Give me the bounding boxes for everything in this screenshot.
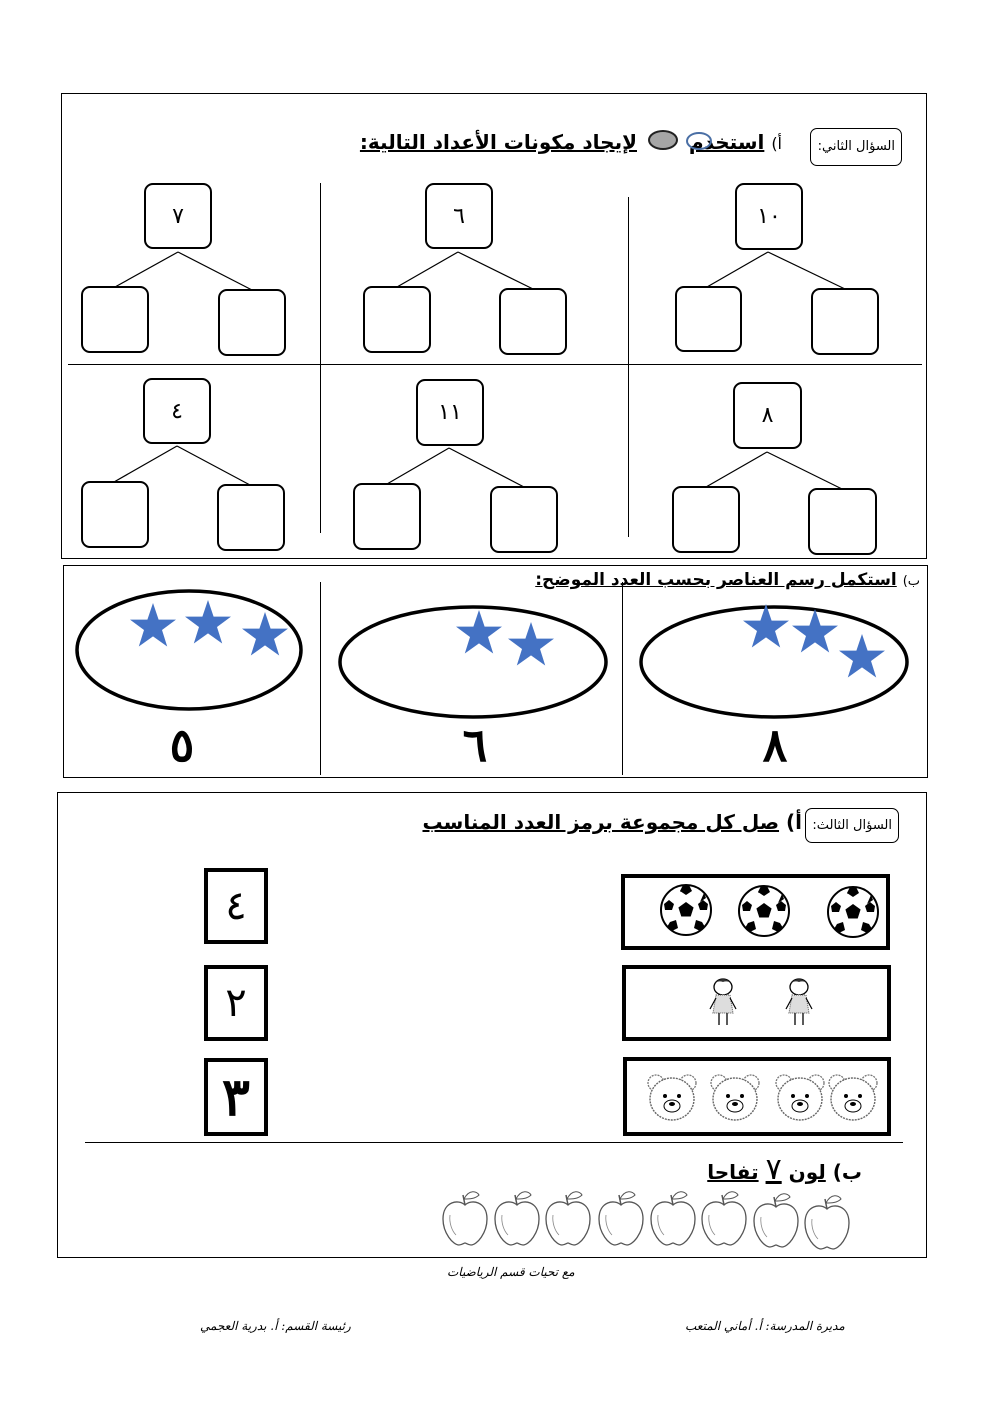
q3b-instruction-post: تفاحا (707, 1160, 759, 1184)
apple-icon (443, 1192, 487, 1245)
tree-top-number: ٦ (425, 183, 493, 249)
apple-icon (495, 1192, 539, 1245)
apple-icon (702, 1192, 746, 1245)
tree-top-number: ١٠ (735, 183, 803, 250)
group-number: ٨ (762, 718, 788, 772)
tree-top-number: ٧ (144, 183, 212, 249)
apple-icon (651, 1192, 695, 1245)
q3a-instruction: صل كل مجموعة برمز العدد المناسب (422, 810, 780, 834)
group-number: ٦ (462, 718, 488, 772)
tree-top-number: ٤ (143, 378, 211, 444)
number-box[interactable]: ٢ (204, 965, 268, 1041)
number-box[interactable]: ٤ (204, 868, 268, 944)
q3a-letter: أ) (786, 810, 802, 834)
footer-principal: مديرة المدرسة: أ. أماني المتعب (685, 1319, 845, 1333)
q2a-instruction: لإيجاد مكونات الأعداد التالية: (359, 130, 637, 154)
q2b-instruction: استكمل رسم العناصر بحسب العدد الموضح: (535, 570, 897, 590)
q3b-instruction-pre: لون (788, 1160, 826, 1184)
q2b-letter: ب) (902, 574, 920, 589)
q3b-number: ٧ (765, 1152, 782, 1187)
apple-icon (805, 1196, 849, 1249)
q3-label: السؤال الثالث: (805, 808, 899, 843)
apple-icon (546, 1192, 590, 1245)
footer-head: رئيسة القسم: أ. بدرية العجمي (200, 1319, 351, 1333)
footer-greeting: مع تحيات قسم الرياضيات (447, 1265, 575, 1279)
apple-icon (754, 1194, 798, 1247)
tree-top-number: ٨ (733, 382, 802, 449)
group-number: ٥ (169, 718, 195, 772)
q3b-letter: ب) (832, 1160, 862, 1184)
tree-top-number: ١١ (416, 379, 484, 446)
number-box[interactable]: ٣ (204, 1058, 268, 1136)
apple-icon (599, 1192, 643, 1245)
q2a-letter: أ) (771, 134, 782, 153)
q2-label: السؤال الثاني: (810, 128, 902, 166)
q2a-use-word: استخدم (689, 130, 765, 154)
